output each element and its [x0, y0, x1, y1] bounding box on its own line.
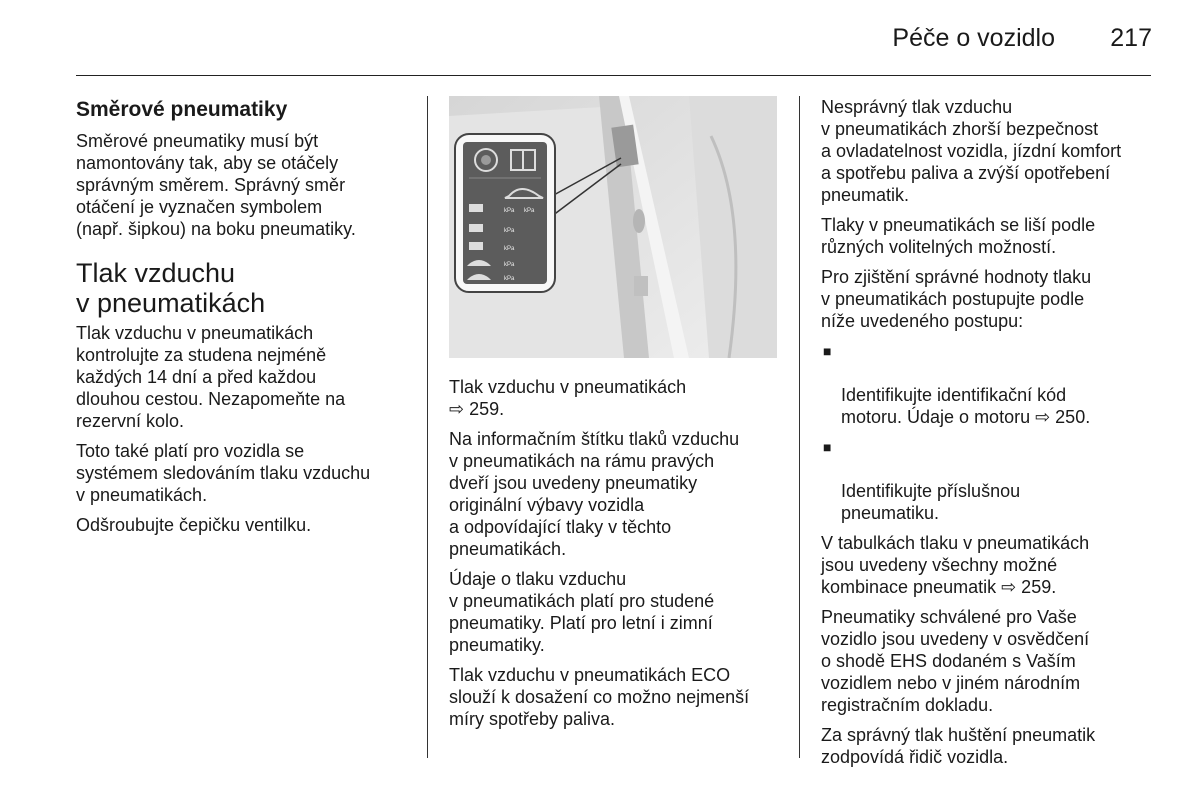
label-kpa-1: kPa — [504, 208, 515, 214]
section-subheading: Směrové pneumatiky — [76, 98, 288, 121]
label-kpa-5: kPa — [504, 276, 515, 282]
column-divider-right — [799, 96, 800, 758]
list-item-text: Identifikujte identifikační kód motoru. Údaje o motoru ⇨ 250. — [841, 385, 1091, 427]
paragraph: Směrové pneumatiky musí být namontovány tak, aby se otáčely správným směrem. Správný směr otáčení je vyznačen symbolem (např. šipkou) na boku pneumatiky. — [76, 131, 356, 239]
paragraph: Tlak vzduchu v pneumatikách kontrolujte za studena nejméně každých 14 dní a před každou dlouhou cestou. Nezapomeňte na rezervní kolo. — [76, 323, 346, 431]
paragraph: Pro zjištění správné hodnoty tlaku v pneumatikách postupujte podle níže uvedeného postupu: — [821, 267, 1092, 331]
column-1 — [76, 98, 416, 544]
paragraph: Na informačním štítku tlaků vzduchu v pneumatikách na rámu pravých dveří jsou uvedeny pneumatiky originální výbavy vozidla a odpovídající tlaky v těchto pneumatikách. — [449, 429, 740, 559]
bullet-square-icon: ■ — [823, 439, 832, 455]
label-kpa-4: kPa — [504, 262, 515, 268]
paragraph: Pneumatiky schválené pro Vaše vozidlo jsou uvedeny v osvědčení o shodě EHS dodaném s Vaším vozidlem nebo v jiném národním registračním dokladu. — [821, 607, 1090, 715]
section-heading: Tlak vzduchu v pneumatikách — [76, 258, 266, 318]
paragraph: Údaje o tlaku vzduchu v pneumatikách platí pro studené pneumatiky. Platí pro letní i zimní pneumatiky. — [449, 569, 715, 655]
column-3 — [821, 96, 1166, 776]
column-divider-left — [427, 96, 428, 758]
paragraph: Toto také platí pro vozidla se systémem sledováním tlaku vzduchu v pneumatikách. — [76, 441, 371, 505]
list-item-text: Identifikujte příslušnou pneumatiku. — [841, 481, 1021, 523]
list-item — [821, 340, 1166, 428]
paragraph: Tlaky v pneumatikách se liší podle různých volitelných možností. — [821, 215, 1096, 257]
page-number: 217 — [1110, 24, 1152, 52]
paragraph: Za správný tlak huštění pneumatik zodpovídá řidič vozidla. — [821, 725, 1096, 767]
tire-pressure-label-figure — [449, 96, 777, 358]
paragraph: Odšroubujte čepičku ventilku. — [76, 515, 312, 535]
label-kpa-6: kPa — [524, 208, 535, 214]
paragraph: Tlak vzduchu v pneumatikách ECO slouží k dosažení co možno nejmenší míry spotřeby paliva. — [449, 665, 750, 729]
column-2 — [449, 376, 789, 738]
door-frame-illustration — [449, 96, 777, 358]
bullet-square-icon: ■ — [823, 343, 832, 359]
label-kpa-2: kPa — [504, 228, 515, 234]
running-header-title: Péče o vozidlo — [892, 24, 1055, 52]
paragraph: V tabulkách tlaku v pneumatikách jsou uvedeny všechny možné kombinace pneumatik ⇨ 259. — [821, 533, 1090, 597]
figure-caption: Tlak vzduchu v pneumatikách ⇨ 259. — [449, 377, 687, 419]
label-kpa-3: kPa — [504, 246, 515, 252]
list-item — [821, 436, 1166, 524]
paragraph: Nesprávný tlak vzduchu v pneumatikách zhorší bezpečnost a ovladatelnost vozidla, jízdní komfort a spotřebu paliva a zvýší opotřebení pneumatik. — [821, 97, 1122, 205]
bullet-list — [821, 340, 1166, 524]
header-rule — [76, 75, 1151, 76]
